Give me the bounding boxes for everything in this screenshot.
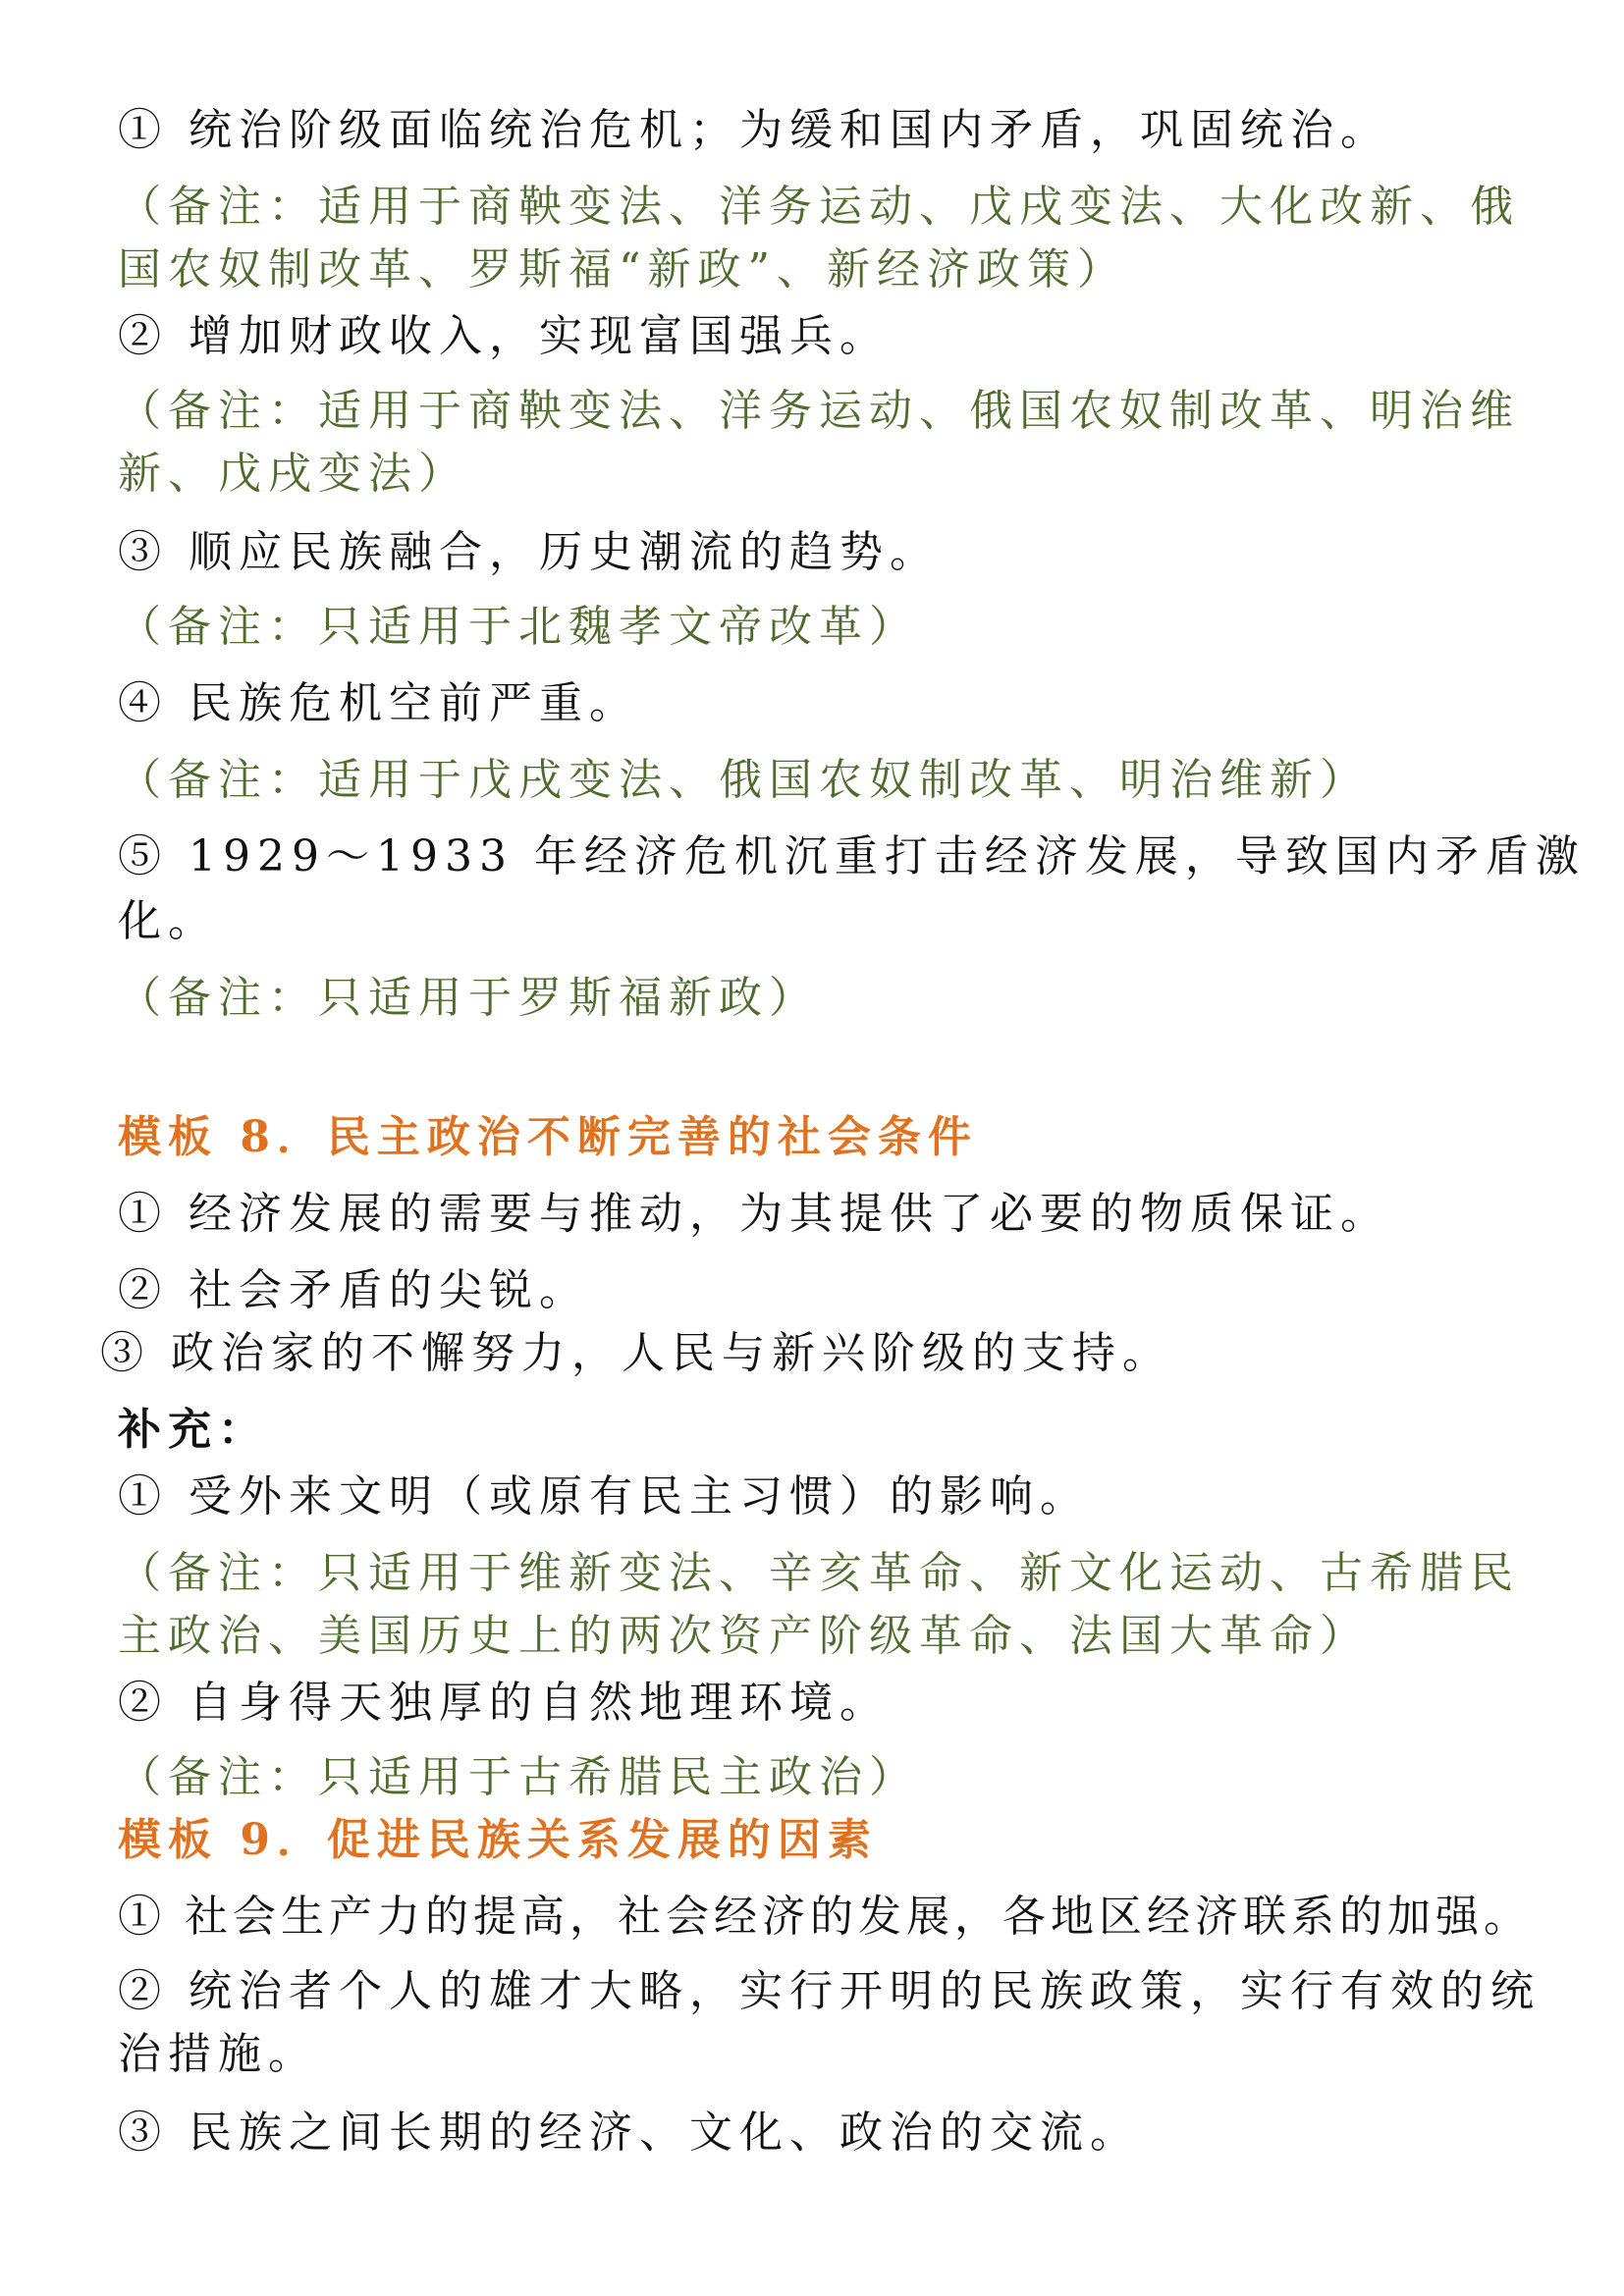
note-line: 新、戊戌变法） [118,449,468,499]
note-line: 主政治、美国历史上的两次资产阶级革命、法国大革命） [118,1611,1370,1661]
note-line: （备注：适用于商鞅变法、洋务运动、戊戌变法、大化改新、俄 [118,182,1520,232]
supplement-label: 补充： [118,1405,268,1455]
text-line: ② 社会矛盾的尖锐。 [118,1265,589,1315]
note-line: （备注：适用于商鞅变法、洋务运动、俄国农奴制改革、明治维 [118,386,1520,436]
note-line: （备注：只适用于维新变法、辛亥革命、新文化运动、古希腊民 [118,1548,1520,1598]
text-line: ① 受外来文明（或原有民主习惯）的影响。 [118,1471,1090,1522]
note-line: （备注：只适用于古希腊民主政治） [118,1752,919,1802]
note-line: （备注：只适用于罗斯福新政） [118,973,819,1023]
note-line: （备注：适用于戊戌变法、俄国农奴制改革、明治维新） [118,755,1370,805]
section-heading: 模板 9．促进民族关系发展的因素 [118,1815,878,1865]
text-line: ② 增加财政收入，实现富国强兵。 [118,311,890,361]
text-line: ⑤ 1929～1933 年经济危机沉重打击经济发展，导致国内矛盾激 [118,831,1586,881]
note-line: 国农奴制改革、罗斯福“新政”、新经济政策） [118,244,1127,294]
text-line: ③ 政治家的不懈努力，人民与新兴阶级的支持。 [100,1328,1172,1378]
note-line: （备注：只适用于北魏孝文帝改革） [118,602,919,652]
text-line: ④ 民族危机空前严重。 [118,678,639,728]
text-line: ① 经济发展的需要与推动，为其提供了必要的物质保证。 [118,1189,1390,1239]
text-line: ② 自身得天独厚的自然地理环境。 [118,1678,890,1728]
text-line: ① 社会生产力的提高，社会经济的发展，各地区经济联系的加强。 [118,1892,1532,1942]
text-line: ③ 民族之间长期的经济、文化、政治的交流。 [118,2108,1140,2158]
text-line: ③ 顺应民族融合，历史潮流的趋势。 [118,527,940,577]
text-line: 治措施。 [118,2029,318,2079]
text-line: ① 统治阶级面临统治危机；为缓和国内矛盾，巩固统治。 [118,105,1390,155]
section-heading: 模板 8．民主政治不断完善的社会条件 [118,1112,978,1162]
text-line: ② 统治者个人的雄才大略，实行开明的民族政策，实行有效的统 [118,1966,1541,2016]
text-line: 化。 [118,896,218,946]
